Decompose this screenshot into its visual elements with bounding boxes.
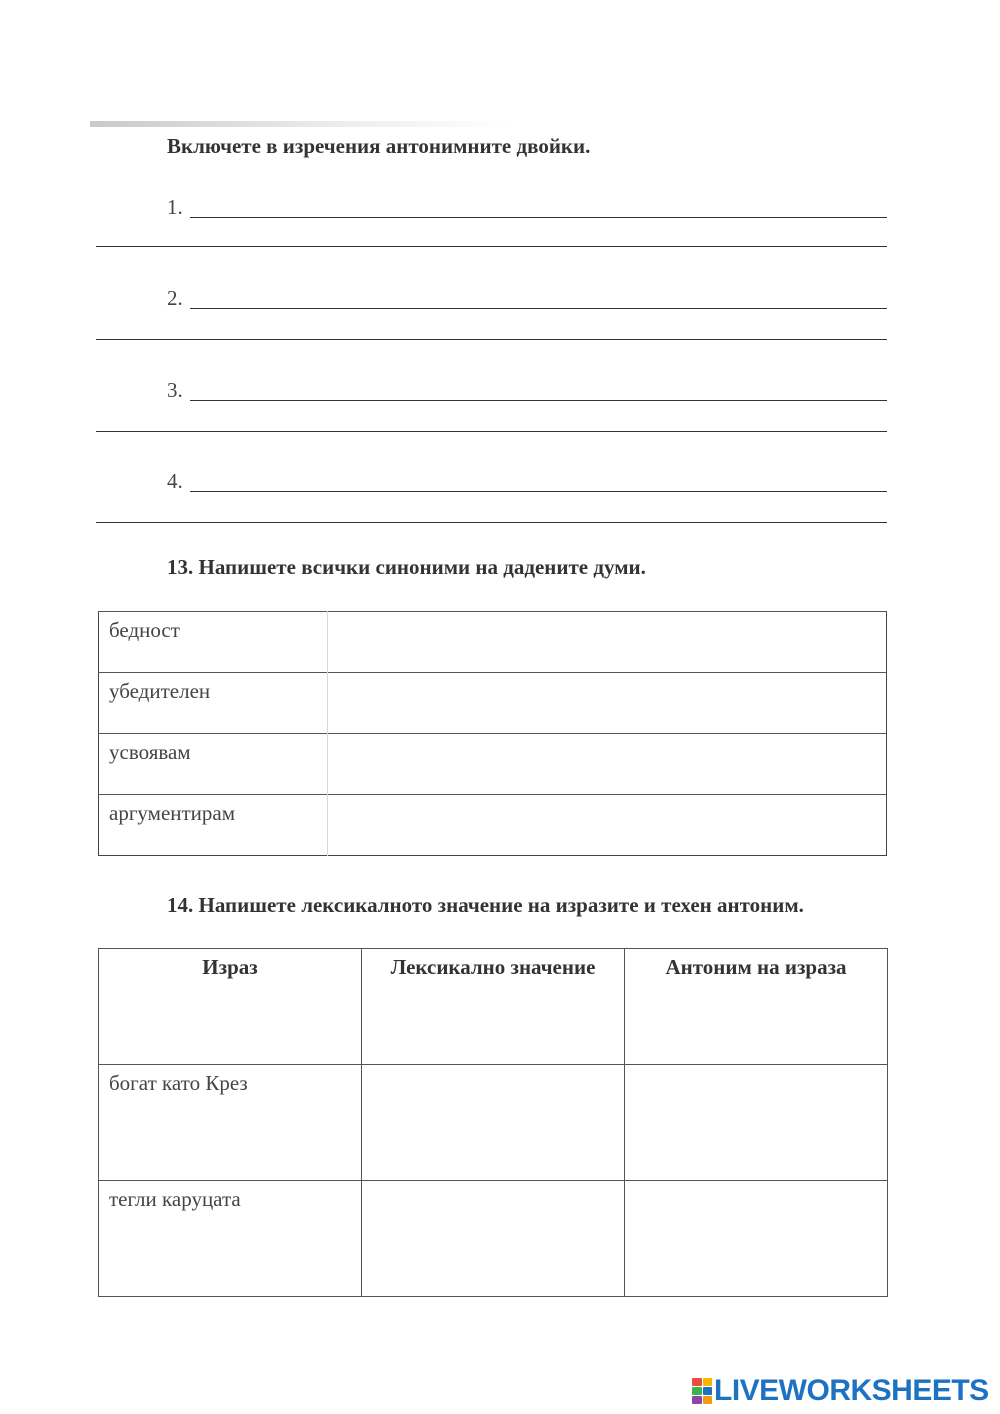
- column-header-expression: Израз: [99, 949, 362, 1065]
- answer-underline: [190, 217, 887, 218]
- meaning-answer-cell[interactable]: [362, 1181, 625, 1297]
- table-row: [99, 795, 887, 856]
- synonym-word: усвоявам: [99, 734, 328, 795]
- liveworksheets-grid-icon: [692, 1378, 712, 1404]
- logo-square: [692, 1387, 702, 1395]
- synonyms-table: [98, 611, 887, 856]
- expression-cell: тегли каруцата: [99, 1181, 362, 1297]
- answer-underline: [190, 308, 887, 309]
- answer-line-number: 1.: [167, 195, 183, 219]
- logo-square: [692, 1396, 702, 1404]
- answer-line-number: 2.: [167, 286, 183, 310]
- synonym-word: убедителен: [99, 673, 328, 734]
- synonym-answer-cell[interactable]: [328, 795, 887, 856]
- table-row: [99, 612, 887, 673]
- expression-cell: богат като Крез: [99, 1065, 362, 1181]
- answer-underline: [190, 491, 887, 492]
- table-row: [99, 673, 887, 734]
- antonym-instruction: Включете в изречения антонимните двойки.: [167, 134, 591, 158]
- answer-line-number: 3.: [167, 378, 183, 402]
- synonym-word: аргументирам: [99, 795, 328, 856]
- meaning-answer-cell[interactable]: [362, 1065, 625, 1181]
- answer-line-4[interactable]: [167, 469, 887, 499]
- table-row: [99, 1181, 888, 1297]
- answer-underline: [190, 400, 887, 401]
- logo-square: [692, 1378, 702, 1386]
- answer-line-2-continuation[interactable]: [96, 339, 887, 340]
- liveworksheets-brand-text: LIVEWORKSHEETS: [714, 1374, 989, 1407]
- answer-line-1[interactable]: [167, 195, 887, 225]
- table-row: [99, 734, 887, 795]
- answer-line-3-continuation[interactable]: [96, 431, 887, 432]
- synonyms-instruction: 13. Напишете всички синоними на дадените думи.: [167, 555, 646, 579]
- synonym-answer-cell[interactable]: [328, 612, 887, 673]
- logo-square: [703, 1378, 713, 1386]
- column-header-meaning: Лексикално значение: [362, 949, 625, 1065]
- logo-square: [703, 1396, 713, 1404]
- table-row: [99, 1065, 888, 1181]
- answer-line-3[interactable]: [167, 378, 887, 408]
- logo-square: [703, 1387, 713, 1395]
- column-header-antonym: Антоним на израза: [625, 949, 888, 1065]
- liveworksheets-logo: [692, 1373, 989, 1409]
- expressions-table: [98, 948, 888, 1297]
- answer-line-1-continuation[interactable]: [96, 246, 887, 247]
- answer-line-4-continuation[interactable]: [96, 522, 887, 523]
- synonym-answer-cell[interactable]: [328, 734, 887, 795]
- synonym-word: бедност: [99, 612, 328, 673]
- table-header-row: [99, 949, 888, 1065]
- answer-line-number: 4.: [167, 469, 183, 493]
- antonym-answer-cell[interactable]: [625, 1065, 888, 1181]
- synonym-answer-cell[interactable]: [328, 673, 887, 734]
- decorative-header-band: [90, 121, 510, 127]
- antonym-answer-cell[interactable]: [625, 1181, 888, 1297]
- expressions-instruction: 14. Напишете лексикалното значение на изразите и техен антоним.: [167, 893, 804, 917]
- answer-line-2[interactable]: [167, 286, 887, 316]
